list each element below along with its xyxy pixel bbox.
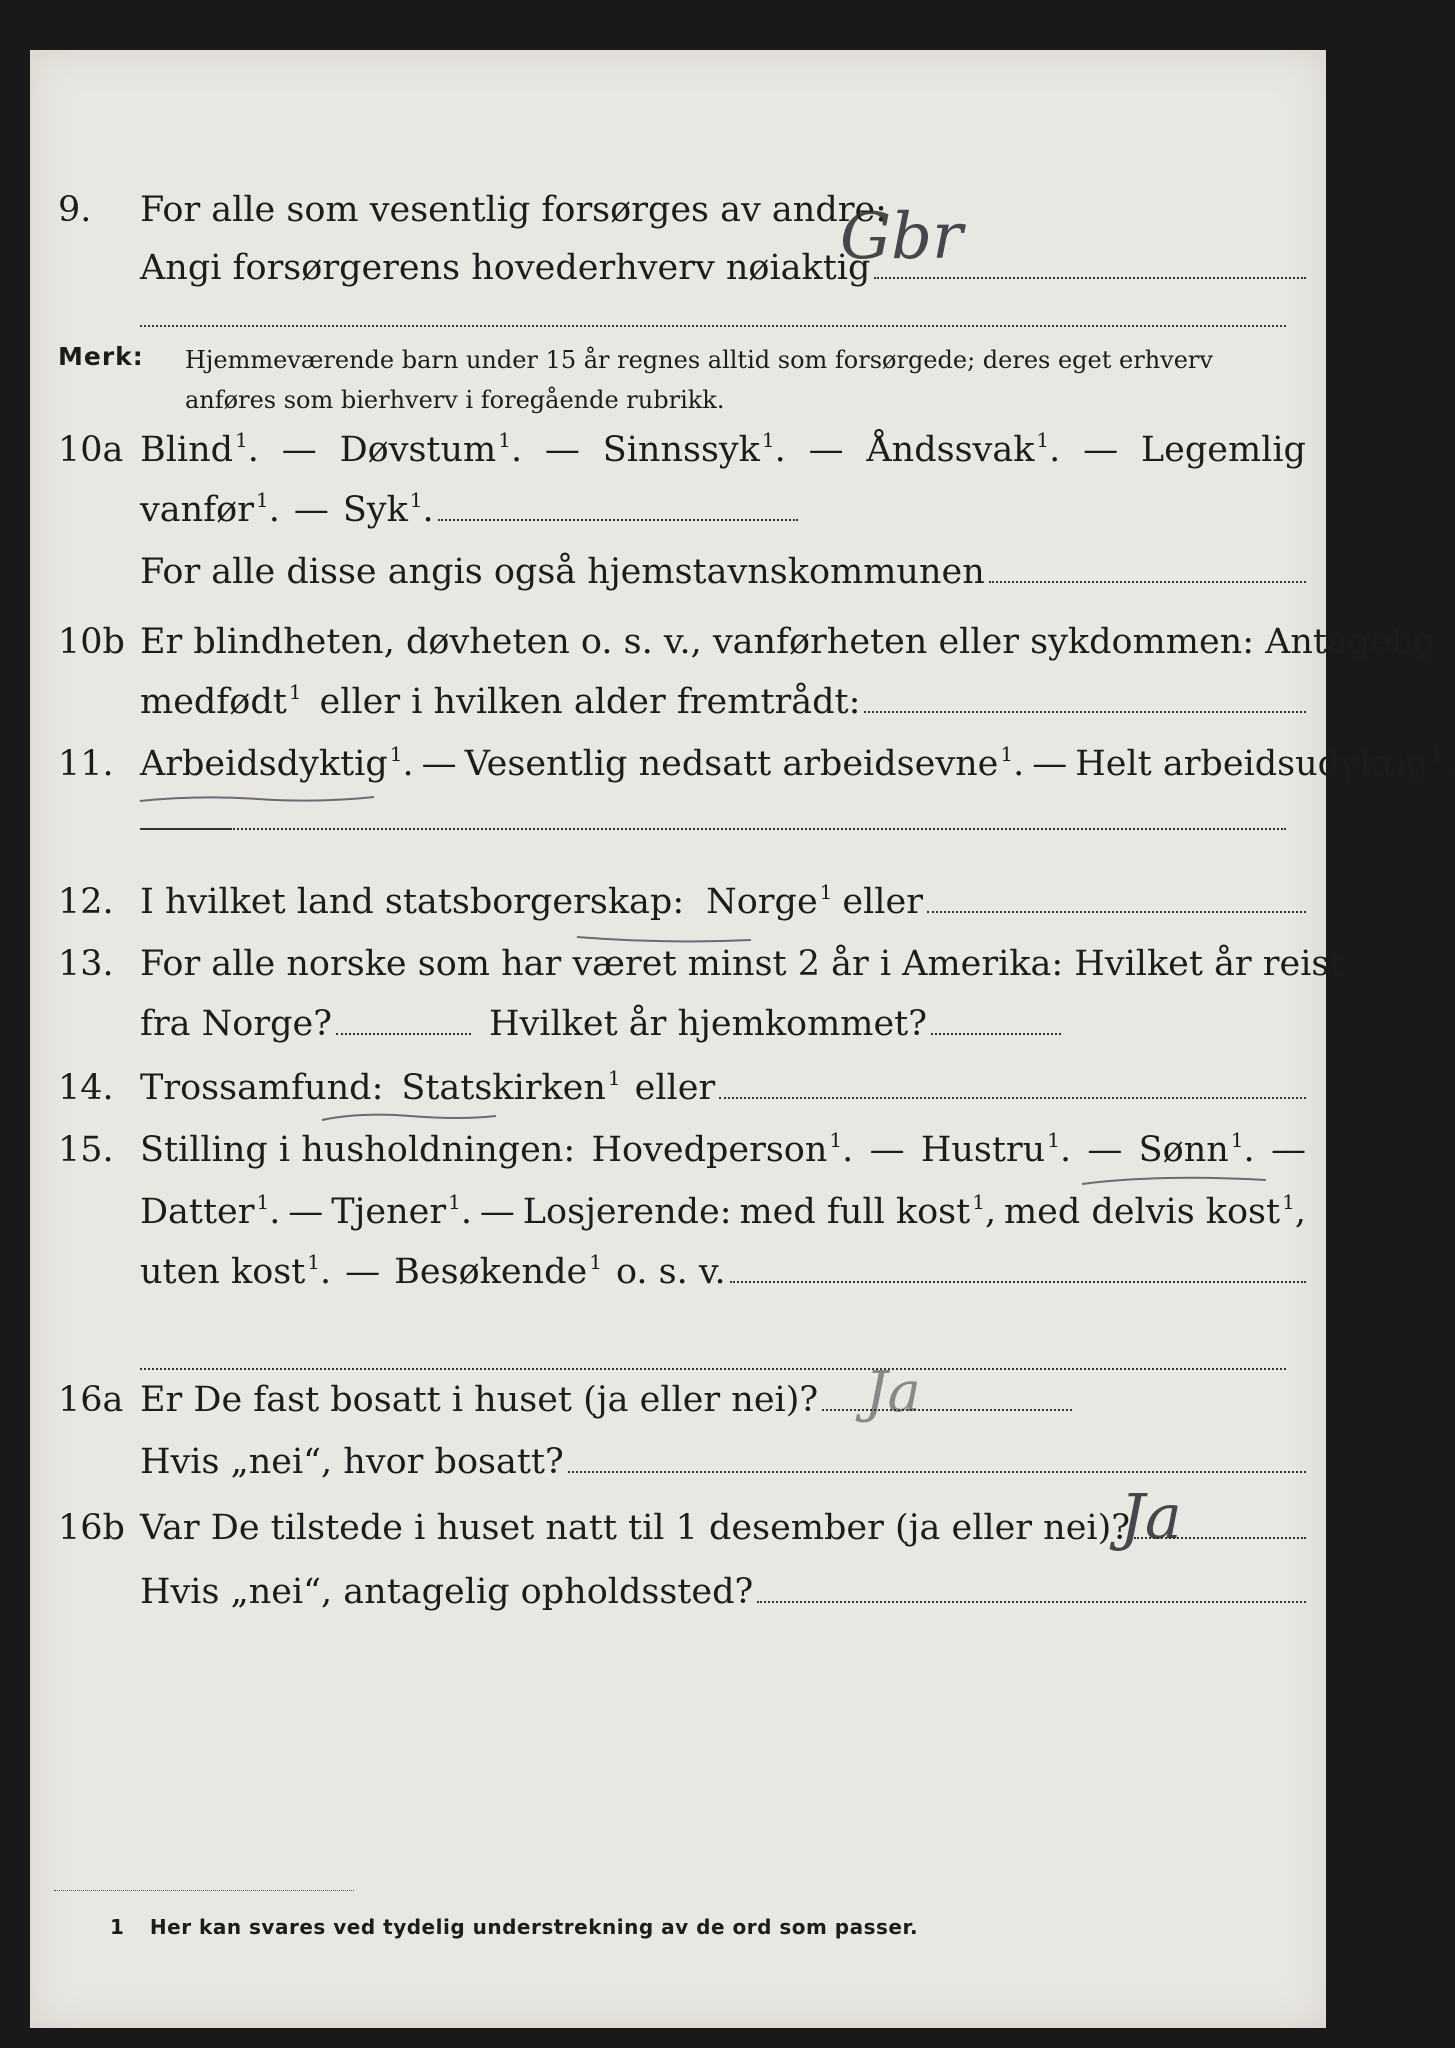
option-statskirken[interactable]: Statskirken $^1$ (401, 1066, 621, 1108)
q16a-bosatt-field[interactable] (568, 1471, 1306, 1473)
q16a-handwritten-answer: Ja (865, 1360, 921, 1425)
q14-number: 14. (58, 1068, 114, 1108)
q10b-number: 10b (58, 622, 125, 662)
q16a-number: 16a (58, 1380, 124, 1420)
option-arbeidsdyktig[interactable]: Arbeidsdyktig $^1$. (140, 742, 414, 784)
q9-answer-field[interactable] (874, 277, 1306, 279)
option-dovstum[interactable]: Døvstum $^1$. (339, 428, 523, 470)
option-norge[interactable]: Norge $^1$ (706, 880, 833, 922)
option-sonn[interactable]: Sønn $^1$. (1138, 1128, 1255, 1170)
census-form-page: 9. For alle som vesentlig forsørges av andre: Angi forsørgerens hovederhverv nøiaktig Gbr Merk: Hjemmeværende barn under 15 år regnes alltid som forsørgede; deres eget erhverv anføres som bierhverv i foregående rubrikk. 10a Blind $^1$. — Døvstum $^1$. — Sinnssyk $^1$. — Åndssvak $^1$. — Legemlig vanfør $^1$. — Syk $^1$. For alle disse angis også hjemstavnskommunen 10b Er blindheten, døvheten o. s. v., vanførheten eller sykdommen: Antagelig medfødt $^1$ eller i hvilken alder fremtrådt: 11. Arbeidsdyktig $^1$. — Vesentlig nedsatt arbeidsevne $^1$. — Helt arbeidsudyktig $^1$. 12. I hvilket land statsborgerskap: Norge $^1$ eller 13. For alle norske som har været minst 2 år i Amerika: Hvilket år reist fra Norge? Hvilket år hjemkommet? 14. Trossamfund: Statskirken $^1$ eller 15. Stilling i husholdningen: Hovedperson $^1$. — Hustru $^1$. — Sønn $^1$. — Datter $^1$. — Tjener $^1$. — Losjerende: med full kost $^1$, med delvis kost $^1$, uten kost $^1$. — Besøkende $^1$ o. s. v. 16a Er De fast bosatt i huset (ja eller nei)? Ja Hvis „nei“, hvor bosatt? 16b Var De tilstede i huset natt til 1 desember (ja eller nei)? Ja Hvis „nei“, antagelig opholdssted? 1 Her kan svares ved tydelig understrekning av de ord som passer. (30, 50, 1326, 2028)
merk-text: Hjemmeværende barn under 15 år regnes alltid som forsørgede; deres eget erhverv anføres som bierhverv i foregående rubrikk. (185, 346, 1213, 414)
q16b-number: 16b (58, 1508, 125, 1548)
q10a-number: 10a (58, 430, 124, 470)
q9-handwritten-answer: Gbr (840, 200, 963, 274)
q16a-question: Er De fast bosatt i huset (ja eller nei)? (140, 1380, 819, 1420)
footnote-separator (54, 1890, 354, 1891)
q16b-question: Var De tilstede i huset natt til 1 desember (ja eller nei)? (140, 1508, 1131, 1548)
q13-reist-field[interactable] (336, 1033, 471, 1035)
q11-rule-start (140, 828, 230, 830)
option-nedsatt-arbeidsevne[interactable]: Vesentlig nedsatt arbeidsevne $^1$. (464, 742, 1025, 784)
q16b-opholdssted-label: Hvis „nei“, antagelig opholdssted? (140, 1572, 754, 1612)
option-syk[interactable]: Syk $^1$. (342, 488, 434, 530)
q13-number: 13. (58, 944, 114, 984)
option-andssvak[interactable]: Åndssvak $^1$. (866, 428, 1061, 470)
q13-hjemkommet-field[interactable] (931, 1033, 1061, 1035)
losjerende-label: Losjerende: (522, 1192, 732, 1232)
q16a-bosatt-label: Hvis „nei“, hvor bosatt? (140, 1442, 564, 1482)
option-helt-arbeidsudyktig[interactable]: Helt arbeidsudyktig $^1$. (1075, 742, 1455, 784)
q15-question: Stilling i husholdningen: (140, 1130, 576, 1170)
statskirken-underline-mark (320, 1110, 500, 1124)
option-hustru[interactable]: Hustru $^1$. (920, 1128, 1072, 1170)
q10b-alder-label: eller i hvilken alder fremtrådt: (319, 682, 861, 722)
option-besokende[interactable]: Besøkende $^1$ (394, 1250, 602, 1292)
merk-label: Merk: (58, 342, 144, 371)
q9-number: 9. (58, 190, 92, 230)
q14-trossamfund-field[interactable] (719, 1097, 1306, 1099)
q10a-syk-field[interactable] (438, 519, 798, 521)
option-blind[interactable]: Blind $^1$. (140, 428, 259, 470)
q15-separator (140, 1368, 1286, 1370)
q11-separator (230, 828, 1286, 830)
q16b-opholdssted-field[interactable] (757, 1601, 1306, 1603)
q13-reist-label: fra Norge? (140, 1004, 332, 1044)
option-tjener[interactable]: Tjener $^1$. (331, 1190, 472, 1232)
q16b-handwritten-answer: Ja (1120, 1480, 1182, 1553)
q9-separator (140, 325, 1286, 327)
q15-number: 15. (58, 1130, 114, 1170)
q12-number: 12. (58, 882, 114, 922)
option-uten-kost[interactable]: uten kost $^1$. (140, 1250, 332, 1292)
q10b-alder-field[interactable] (864, 711, 1306, 713)
q15-stilling-field[interactable] (730, 1281, 1306, 1283)
option-vanfor[interactable]: vanfør $^1$. (140, 488, 280, 530)
arbeidsdyktig-underline-mark (138, 792, 378, 806)
q12-country-field[interactable] (927, 911, 1306, 913)
q13-question: For alle norske som har været minst 2 år i Amerika: Hvilket år reist (140, 944, 1344, 984)
sonn-underline-mark (1080, 1174, 1270, 1188)
option-full-kost[interactable]: med full kost $^1$, (739, 1190, 997, 1232)
q14-question: Trossamfund: (140, 1068, 384, 1108)
q13-hjemkommet-label: Hvilket år hjemkommet? (489, 1004, 928, 1044)
option-legemlig[interactable]: Legemlig (1140, 430, 1306, 470)
option-datter[interactable]: Datter $^1$. (140, 1190, 281, 1232)
q10a-hjemstavn-label: For alle disse angis også hjemstavnskommunen (140, 552, 985, 592)
option-medfodt[interactable]: medfødt $^1$ (140, 680, 302, 722)
q12-question: I hvilket land statsborgerskap: (140, 882, 685, 922)
footnote (110, 1915, 918, 1939)
q16a-answer-field[interactable] (822, 1409, 1072, 1411)
option-delvis-kost[interactable]: med delvis kost $^1$, (1003, 1190, 1306, 1232)
option-hovedperson[interactable]: Hovedperson $^1$. (591, 1128, 854, 1170)
q10b-question: Er blindheten, døvheten o. s. v., vanførheten eller sykdommen: Antagelig (140, 622, 1436, 662)
option-sinnssyk[interactable]: Sinnssyk $^1$. (602, 428, 786, 470)
footnote-text: Her kan svares ved tydelig understrekning av de ord som passer. (149, 1915, 919, 1939)
footnote-mark: 1 (110, 1915, 125, 1939)
q9-question-2: Angi forsørgerens hovederhverv nøiaktig (140, 248, 871, 288)
q9-question: For alle som vesentlig forsørges av andre: (140, 190, 887, 230)
q11-number: 11. (58, 744, 114, 784)
q10a-hjemstavn-field[interactable] (989, 581, 1306, 583)
